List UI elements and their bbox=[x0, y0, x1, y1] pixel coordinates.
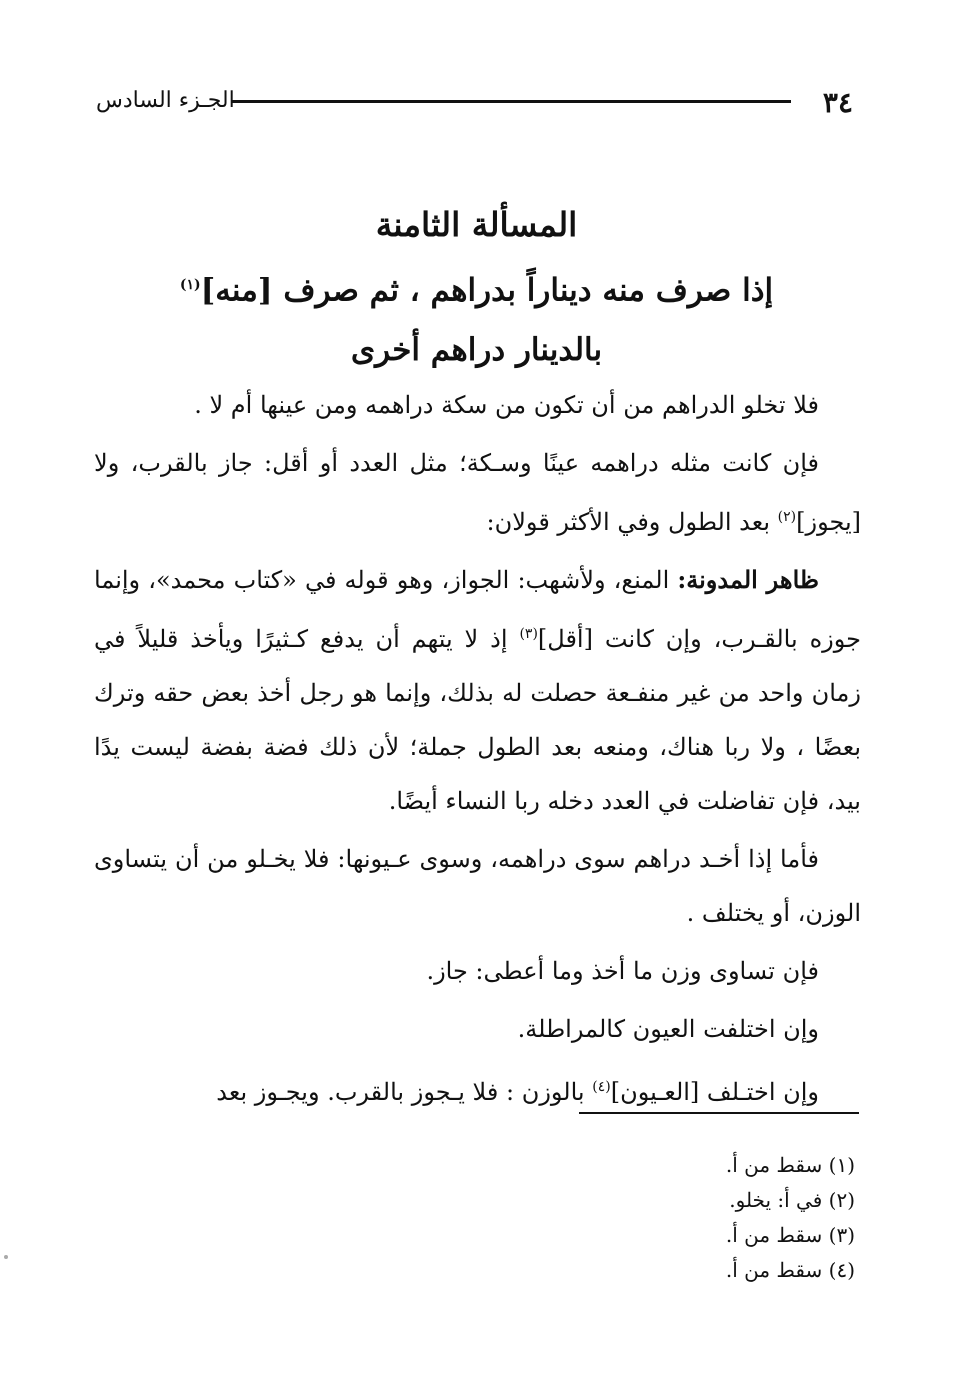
subtitle-text: إذا صرف منه ديناراً بدراهم ، ثم صرف [منه] bbox=[200, 272, 774, 309]
paragraph-6: وإن اختلفت العيون كالمراطلة. bbox=[517, 1015, 819, 1043]
footnote-1: (١) سقط من أ. bbox=[725, 1153, 855, 1177]
footnote-2: (٢) في أ: يخلو. bbox=[729, 1188, 855, 1212]
paragraph-7-text-a: وإن اختـلف [العـيون] bbox=[610, 1078, 819, 1106]
paragraph-3-text-b: إذ لا يتهم أن يدفع كـثيرًا ويأخذ قليلاً في زمان واحد من غير منفـعة حصلت له بذلك، وإنما هو رجل أخذ بعض حقه وترك بعضًا ، ولا ربا هناك، ومنعه بعد الطول جملة؛ لأن ذلك فضة بفضة ليست يدًا بيد، فإن تفاضلت في العدد دخله ربا النساء أيضًا. bbox=[94, 625, 861, 815]
body-text bbox=[94, 378, 861, 1123]
paragraph-1: فلا تخلو الدراهم من أن تكون من سكة دراهمه ومن عينها أم لا . bbox=[194, 391, 819, 419]
paragraph-5: فإن تساوى وزن ما أخذ وما أعطى: جاز. bbox=[426, 957, 819, 985]
paragraph-7 bbox=[94, 1060, 861, 1119]
page-number: ٣٤ bbox=[822, 86, 853, 119]
footnote-rule bbox=[579, 1112, 859, 1114]
footnote-ref-3: (٣) bbox=[519, 626, 538, 642]
scan-speck bbox=[4, 1255, 8, 1259]
paragraph-7-text-b: بالوزن : فلا يـجوز بالقرب. ويجـوز بعد bbox=[216, 1078, 593, 1106]
footnote-ref-1: (١) bbox=[179, 277, 201, 293]
section-titles bbox=[92, 196, 861, 379]
section-title: المسألة الثامنة bbox=[375, 205, 578, 244]
section-subtitle-line1 bbox=[92, 254, 861, 321]
paragraph-4: فأما إذا أخـد دراهم سوى دراهمه، وسوى عـيونها: فلا يخـلو من أن يتساوى الوزن، أو يختلف . bbox=[94, 845, 861, 927]
paragraph-3 bbox=[94, 553, 861, 828]
paragraph-3-lead: ظاهر المدونة: bbox=[677, 565, 819, 594]
header-rule bbox=[232, 100, 791, 103]
paragraph-2-text-a: فإن كانت مثله دراهمه عينًا وسـكة؛ مثل العدد أو أقل: جاز بالقرب، ولا [يجوز] bbox=[94, 449, 861, 536]
footnotes bbox=[300, 1148, 855, 1288]
section-subtitle-line2: بالدينار دراهم أخرى bbox=[350, 332, 603, 369]
footnote-ref-4: (٤) bbox=[592, 1079, 611, 1095]
paragraph-2 bbox=[94, 436, 861, 549]
footnote-ref-2: (٢) bbox=[777, 509, 797, 525]
paragraph-3-text-a: المنع، ولأشهب: الجواز، وهو قوله في «كتاب محمد»، وإنما جوزه بالقـرب، وإن كانت [أقل] bbox=[94, 566, 861, 653]
paragraph-2-text-b: بعد الطول وفي الأكثر قولان: bbox=[486, 508, 778, 536]
running-title: الجـزء السادس bbox=[96, 88, 235, 113]
footnote-3: (٣) سقط من أ. bbox=[725, 1223, 855, 1247]
page-header bbox=[92, 82, 861, 122]
footnote-4: (٤) سقط من أ. bbox=[725, 1258, 855, 1282]
